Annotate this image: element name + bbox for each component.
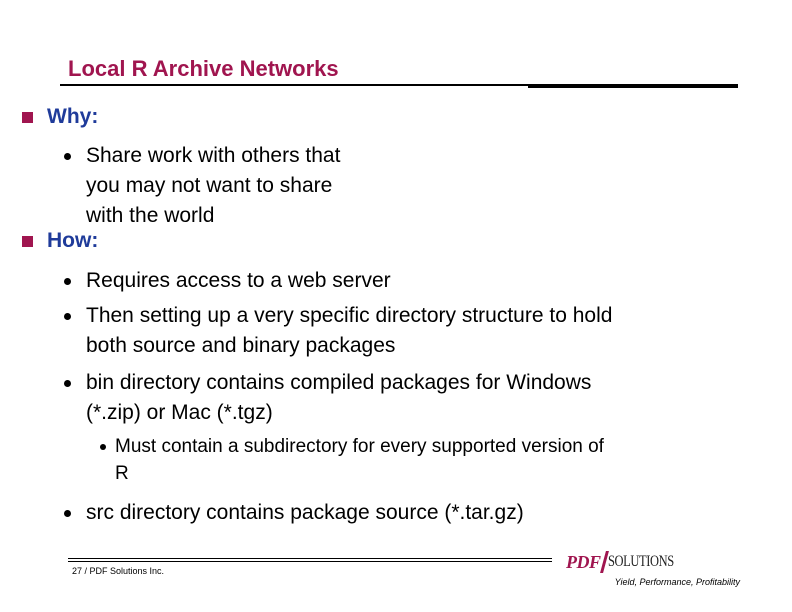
bullet-dot-icon [64, 510, 71, 517]
bullet-dot-icon [64, 153, 71, 160]
section-heading-why [22, 105, 98, 129]
title-underline-accent [528, 84, 738, 88]
square-bullet-icon [22, 112, 33, 123]
slide-title: Local R Archive Networks [68, 56, 339, 81]
bullet-line: Requires access to a web server [86, 269, 391, 292]
bullet-line: you may not want to share [86, 174, 333, 197]
footer-page-text: 27 / PDF Solutions Inc. [72, 566, 165, 576]
footer-tagline: Yield, Performance, Profitability [614, 577, 740, 587]
footer-rule-secondary [68, 561, 552, 562]
bullet-dot-icon [64, 313, 71, 320]
heading-label: How: [47, 229, 99, 252]
bullet-dot-icon [64, 380, 71, 387]
bullet-line: both source and binary packages [86, 334, 396, 357]
bullet-line: R [115, 463, 129, 484]
section-heading-how [22, 229, 98, 253]
bullet-dot-icon [100, 444, 106, 450]
bullet-line: bin directory contains compiled packages for Windows [86, 371, 592, 394]
bullet-line: (*.zip) or Mac (*.tgz) [86, 401, 273, 424]
bullet-line: with the world [86, 204, 215, 227]
bullet-line: Then setting up a very specific directory structure to hold [86, 304, 613, 327]
footer-rule [68, 558, 552, 559]
bullet-line: Share work with others that [86, 144, 341, 167]
bullet-line: Must contain a subdirectory for every supported version of [115, 436, 604, 457]
logo-pdf-text: PDF [566, 551, 601, 572]
bullet-dot-icon [64, 278, 71, 285]
logo-solutions-text: SOLUTIONS [607, 553, 674, 570]
company-logo [566, 548, 692, 576]
bullet-line: src directory contains package source (*.tar.gz) [86, 501, 524, 524]
square-bullet-icon [22, 236, 33, 247]
heading-label: Why: [47, 105, 99, 128]
